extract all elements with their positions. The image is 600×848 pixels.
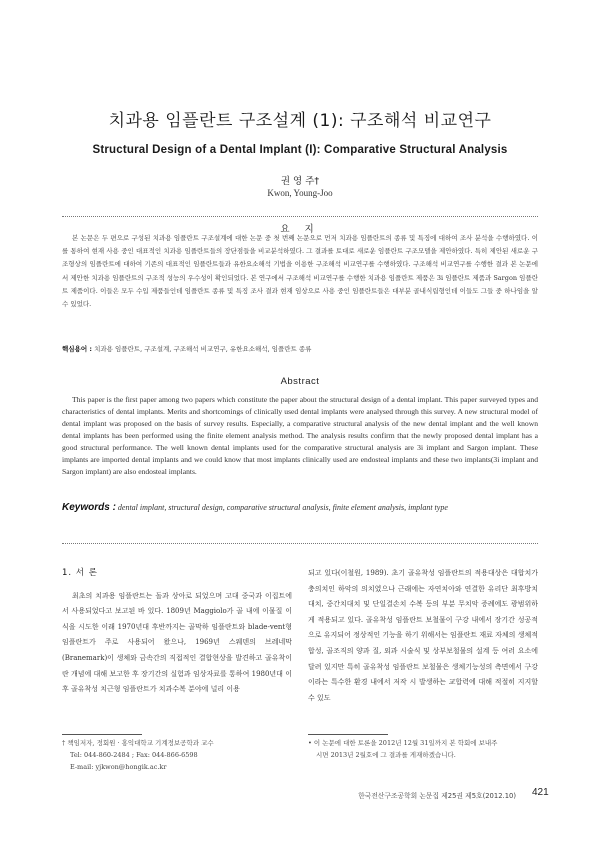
author-english: Kwon, Young-Joo bbox=[267, 188, 333, 198]
author-korean: 권 영 주† bbox=[280, 176, 320, 187]
abstract-korean-text: 본 논문은 두 편으로 구성된 치과용 임플란트 구조설계에 대한 논문 중 첫 번째 논문으로 먼저 치과용 임플란트의 종류 및 특징에 대하여 조사 분석을 수행하였다. 이를 통하여 현재 사용 중인 대표적인 치과용 임플란트들의 장단점들을 비교분석하였다. 그 결과를 토대로 새로운 임플란트 구조모델을 제안하였다. 특히 제안된 새로운 구조형상의 임플란트에 대하여 기존의 대표적인 임플란트들과 유한요소해석 기법을 이용한 구조해석 비교연구를 수행하였다. 구조해석 비교연구를 수행한 결과 본 논문에서 제안한 치과용 임플란트의 구조적 성능의 우수성이 확인되었다. 본 연구에서 구조해석 비교연구를 수행한 치과용 임플란트 제품은 3i 임플란트 제품과 Sargon 임플란트 제품이다. 이들은 모두 수입 제품들인데 임플란트 종류 및 특징 조사 결과 현재 임상으로 사용 중인 임플란트들은 대부분 골내식립형인데 이들도 그들 중 하나임을 알 수 있었다. bbox=[62, 234, 538, 309]
body-column-left bbox=[62, 566, 292, 698]
keywords-korean-text: 치과용 임플란트, 구조설계, 구조해석 비교연구, 유한요소해석, 임플란트 종류 bbox=[94, 345, 312, 353]
footnote-left-line1: † 책임저자, 정회원 · 홍익대학교 기계정보공학과 교수 bbox=[62, 739, 214, 747]
keywords-english bbox=[62, 501, 538, 514]
body-paragraph-left: 최초의 치과용 임플란트는 돌과 상아로 되었으며 고대 중국과 이집트에서 사용되었다고 보고된 바 있다. 1809년 Maggiolo가 골 내에 이물질 이식을 시도한 이래 1970년대 후반까지는 골막하 임플란트와 blade-vent형 임플란트가 주로 사용되어 왔으나, 1969년 스웨덴의 브레네막(Branemark)이 생체와 금속간의 직접적인 결합현상을 발견하고 골유착이란 개념에 대해 보고한 후 장기간의 실험과 임상자료를 통하여 1980년대 이후 골유착성 치근형 임플란트가 치과수복 분야에 널리 이용 bbox=[62, 591, 292, 694]
abstract-english-heading: Abstract bbox=[280, 376, 320, 387]
section-heading-introduction: 1. 서 론 bbox=[62, 568, 98, 578]
keywords-korean bbox=[62, 344, 538, 353]
journal-citation: 한국전산구조공학회 논문집 제25권 제5호(2012.10) bbox=[358, 792, 516, 800]
divider-bottom bbox=[62, 543, 538, 544]
footnote-rule-left bbox=[62, 734, 142, 735]
footnote-right bbox=[308, 738, 538, 762]
footnote-rule-right bbox=[308, 734, 388, 735]
footnote-left bbox=[62, 738, 292, 773]
footnote-left-line3: E-mail: yjkwon@hongik.ac.kr bbox=[70, 762, 167, 771]
abstract-english-text: This paper is the first paper among two papers which constitute the paper about the structural design of a dental implant. This paper surveyed types and characteristics of dental implants. Merits and shortcomings of clinically used dental implants were analysed through this survey. A new structural model of dental implant was proposed on the basis of survey results. Especially, a comparative structural analysis of the new dental implant and the well known dental implants has been performed using the finite element analysis method. The analysis results confirm that the newly proposed dental implant has a good structural performance. The well known dental implants used for the comparative structural analysis are 3i implant and Sargon implant. These implants are imported dental implants and we could know that most implants clinically used are endosteal implants and these two implants(3i implant and Sargon implant) are also endosteal implants. bbox=[62, 395, 538, 476]
paper-title-korean: 치과용 임플란트 구조설계 (1): 구조해석 비교연구 bbox=[108, 111, 492, 131]
footnote-right-line2: 시면 2013년 2월호에 그 결과를 게재하겠습니다. bbox=[316, 750, 456, 759]
abstract-korean-body bbox=[62, 232, 538, 311]
body-paragraph-right: 되고 있다(이철원, 1989). 초기 골유착성 임플란트의 적용대상은 대합치가 충의치인 하악의 의치였으나 근래에는 자연치아와 연결한 유리단 최후방치대치, 중간치대치 및 단일결손치 수복 등의 부분 무치악 증례에도 광범위하게 적용되고 있다. 골유착성 임플란트 보철물이 구강 내에서 장기간 성공적으로 유지되어 정상적인 기능을 하기 위해서는 임플란트 재료 자체의 생체적합성, 골조직의 양과 질, 외과 시술식 및 상부보철물의 설계 등 여러 요소에 달려 있지만 특히 골유착성 임플란트 보철물은 생체기능성의 측면에서 구강이라는 특수한 환경 내에서 저작 시 발생하는 교합력에 대해 적절히 지지할 수 있도 bbox=[308, 569, 538, 702]
keywords-english-label: Keywords : bbox=[62, 502, 116, 513]
body-column-right bbox=[308, 566, 538, 706]
abstract-english-body bbox=[62, 394, 538, 478]
page-number: 421 bbox=[532, 787, 549, 798]
keywords-korean-label: 핵심용어 : bbox=[62, 345, 92, 353]
footnote-left-line2: Tel: 044-860-2484 ; Fax: 044-866-6598 bbox=[70, 750, 198, 759]
abstract-korean-heading: 요 지 bbox=[280, 224, 320, 235]
keywords-english-text: dental implant, structural design, comparative structural analysis, finite element analysis, implant type bbox=[117, 503, 448, 512]
footnote-right-line1: • 이 논문에 대한 토론을 2012년 12월 31일까지 본 학회에 보내주 bbox=[308, 739, 498, 747]
divider-top bbox=[62, 216, 538, 217]
paper-title-english: Structural Design of a Dental Implant (I): Comparative Structural Analysis bbox=[92, 144, 508, 156]
